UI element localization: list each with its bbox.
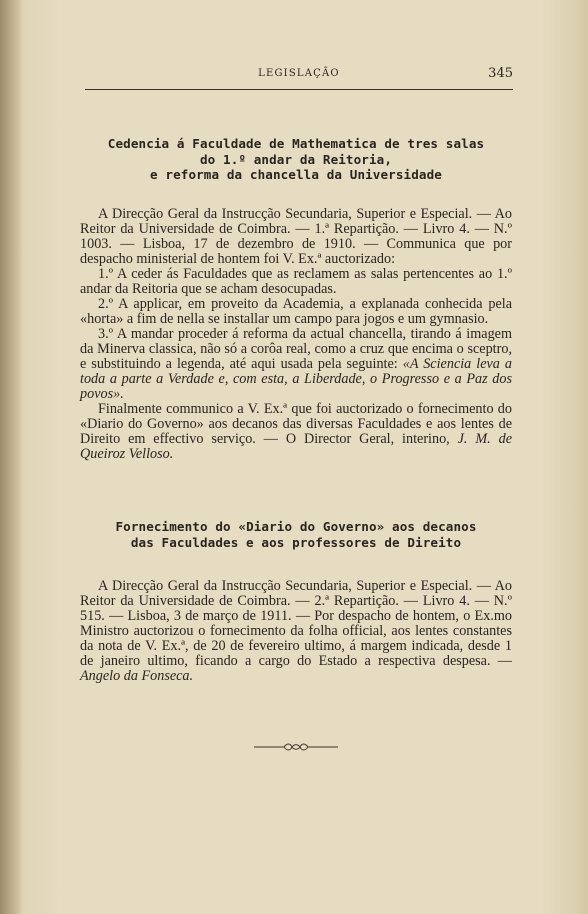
paragraph: A Direcção Geral da Instrucção Secundaria, Superior e Especial. — Ao Reitor da Universidade de Coimbra. — 1.ª Repartição. — Livro 4. — N.º 1003. — Lisboa, 17 de dezembro de 1910. — Communica que por despacho ministerial de hontem foi V. Ex.ª auctorizado: (80, 206, 512, 267)
fleuron-divider-icon (254, 739, 338, 755)
signature: Angelo da Fonseca. (80, 668, 194, 684)
book-spine-shadow (0, 0, 22, 914)
signature: J. M. de Queiroz Velloso. (80, 431, 513, 462)
title-line: Cedencia á Faculdade de Mathematica de tres salas (107, 136, 485, 151)
paragraph-text: 3.º A mandar proceder á reforma da actual chancella, tirando á imagem da Minerva classica, não só a corôa real, como a cruz que encima o sceptro, e substituindo a legenda, até aqui usada pela seguinte: (80, 326, 512, 372)
running-head: LEGISLAÇÃO (258, 68, 340, 79)
section-title (80, 519, 512, 550)
paragraph-text: A Direcção Geral da Instrucção Secundaria, Superior e Especial. — Ao Reitor da Universidade de Coimbra. — 2.ª Repartição. — Livro 4. — N.º 515. — Lisboa, 3 de março de 1911. — Por despacho de hontem, o Ex.mo Ministro auctorizou o fornecimento da folha official, aos lentes constantes da nota de V. Ex.ª, de 20 de fevereiro ultimo, á margem indicada, desde 1 de janeiro ultimo, ficando a cargo do Estado a respectiva despesa. — (80, 578, 512, 669)
section-fornecimento (80, 519, 512, 550)
page-number: 345 (488, 66, 513, 81)
motto-quote: «A Sciencia leva a toda a parte a Verdade e, com esta, a Liberdade, o Progresso e a Paz dos povos». (80, 356, 512, 402)
paragraph (80, 402, 512, 462)
paragraph (80, 327, 512, 402)
title-line: e reforma da chancella da Universidade (150, 167, 442, 182)
section-cedencia-body (80, 207, 512, 462)
page-header (85, 66, 513, 86)
paragraph (80, 579, 512, 684)
title-line: do 1.º andar da Reitoria, (199, 151, 393, 167)
paragraph: 1.º A ceder ás Faculdades que as reclamem as salas pertencentes ao 1.º andar da Reitoria que se acham desocupadas. (80, 266, 512, 297)
title-line: Fornecimento do «Diario do Governo» aos decanos (115, 519, 477, 534)
title-line: das Faculdades e aos professores de Direito (130, 534, 462, 550)
paragraph-text: Finalmente communico a V. Ex.ª que foi auctorizado o fornecimento do «Diario do Governo» aos decanos das diversas Faculdades e aos lentes de Direito em effectivo serviço. — O Director Geral, interino, (80, 401, 512, 447)
section-title (80, 136, 512, 183)
paragraph: 2.º A applicar, em proveito da Academia, a explanada conhecida pela «horta» a fim de nella se installar um campo para jogos e um gymnasio. (80, 296, 512, 327)
section-cedencia (80, 136, 512, 183)
section-fornecimento-body (80, 579, 512, 684)
header-rule (85, 89, 513, 90)
